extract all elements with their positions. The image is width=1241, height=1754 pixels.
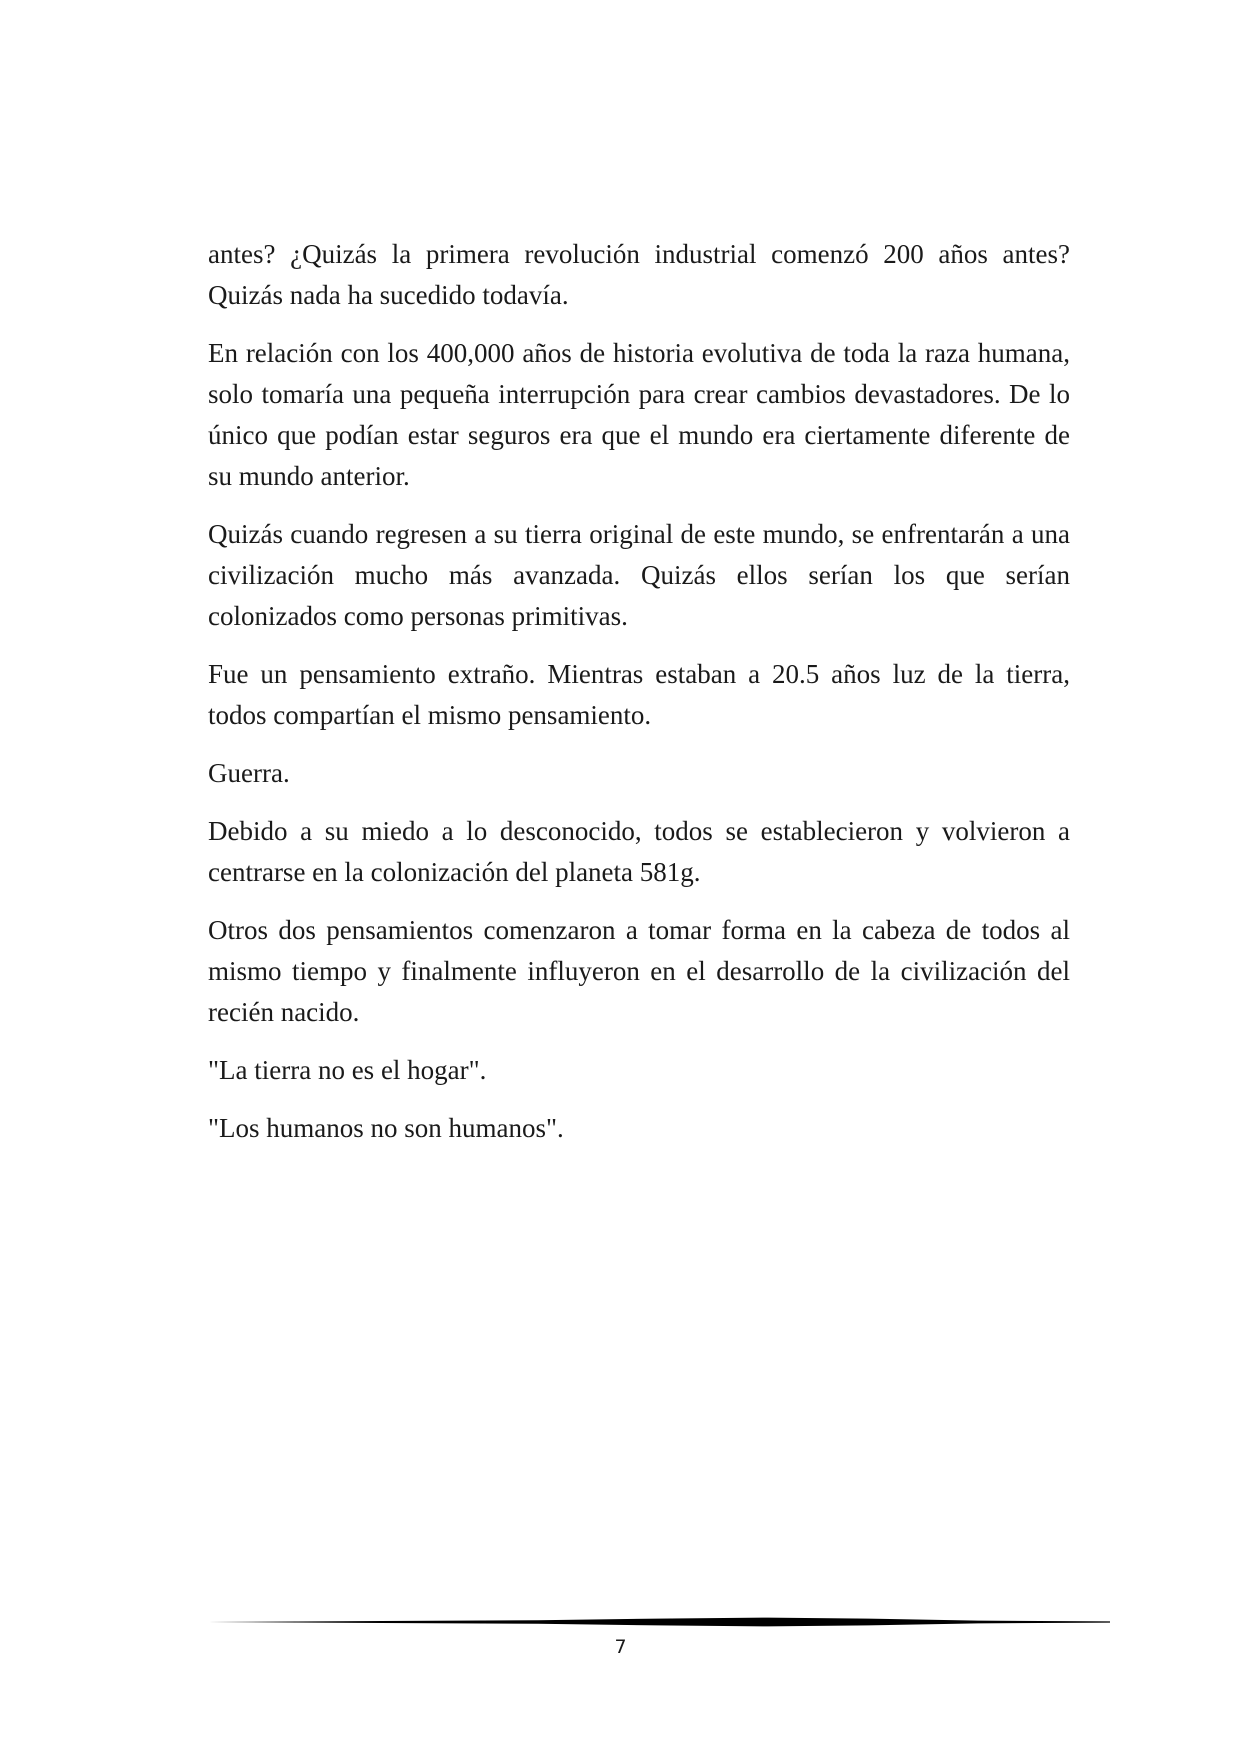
paragraph: antes? ¿Quizás la primera revolución industrial comenzó 200 años antes? Quizás nada ha sucedido todavía. [208,239,1070,310]
paragraph: Debido a su miedo a lo desconocido, todos se establecieron y volvieron a centrarse en la colonización del planeta 581g. [208,816,1070,887]
footer-divider [208,1616,1110,1628]
paragraph: Quizás cuando regresen a su tierra original de este mundo, se enfrentarán a una civilización mucho más avanzada. Quizás ellos serían los que serían colonizados como personas primitivas. [208,519,1070,631]
paragraph: En relación con los 400,000 años de historia evolutiva de toda la raza humana, solo tomaría una pequeña interrupción para crear cambios devastadores. De lo único que podían estar seguros era que el mundo era ciertamente diferente de su mundo anterior. [208,338,1070,491]
paragraph: Otros dos pensamientos comenzaron a tomar forma en la cabeza de todos al mismo tiempo y finalmente influyeron en el desarrollo de la civilización del recién nacido. [208,915,1070,1027]
paragraph: Fue un pensamiento extraño. Mientras estaban a 20.5 años luz de la tierra, todos compartían el mismo pensamiento. [208,659,1070,730]
paragraph: "La tierra no es el hogar". [208,1055,487,1085]
body-text [208,234,1070,1166]
paragraph: Guerra. [208,758,290,788]
paragraph: "Los humanos no son humanos". [208,1113,564,1143]
page-number: 7 [614,1636,627,1658]
